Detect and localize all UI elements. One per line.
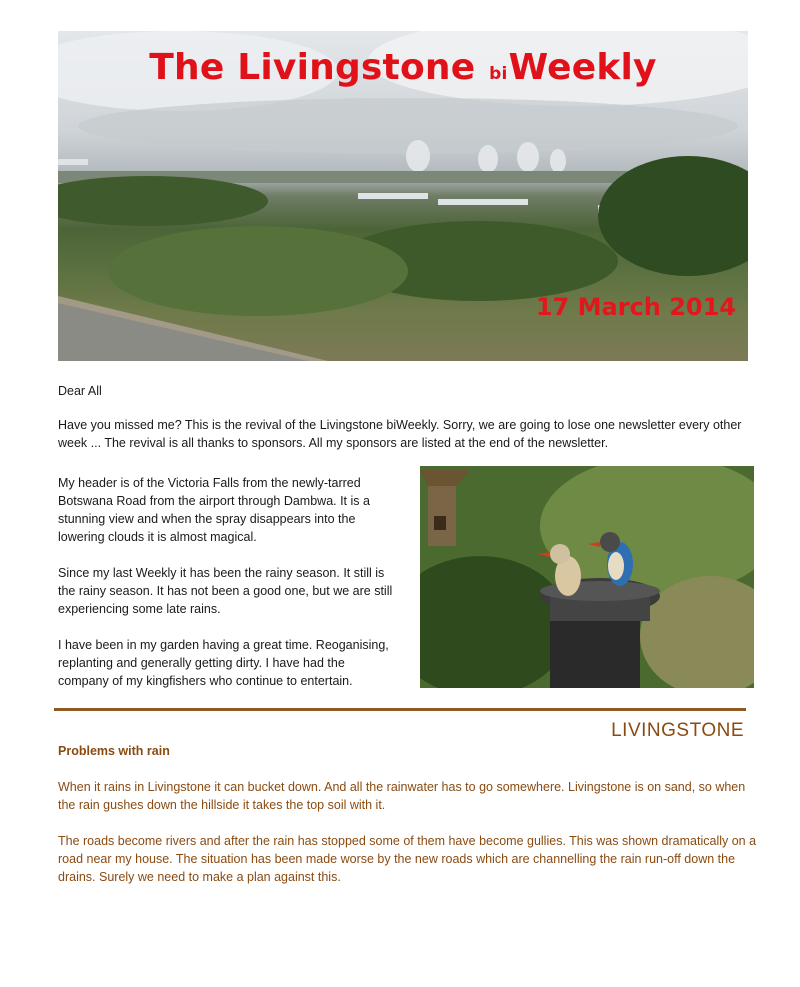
title-main: The Livingstone — [149, 47, 476, 88]
paragraph-garden: I have been in my garden having a great time. Reoganising, replanting and generally getting dirty. I have had the company of my kingfishers who continue to entertain. — [58, 638, 389, 688]
section-divider — [54, 708, 746, 711]
title-bi: bi — [489, 64, 508, 84]
header-photo — [58, 31, 748, 361]
paragraph-header-description: My header is of the Victoria Falls from the newly-tarred Botswana Road from the airport through Dambwa. It is a stunning view and when the spray disappears into the lowering clouds it is almost magical. — [58, 476, 370, 544]
issue-date: 17 March 2014 — [535, 293, 736, 321]
kingfishers-photo — [420, 466, 754, 688]
kingfishers-illustration — [420, 466, 754, 688]
greeting: Dear All — [58, 384, 102, 398]
newsletter-title — [58, 47, 748, 88]
paragraph-rain-livingstone: When it rains in Livingstone it can bucket down. And all the rainwater has to go somewhere. Livingstone is on sand, so when the rain gushes down the hillside it takes the top soil with it. — [58, 780, 746, 812]
section-subheading: Problems with rain — [58, 744, 170, 758]
intro-paragraph: Have you missed me? This is the revival of the Livingstone biWeekly. Sorry, we are going to lose one newsletter every other week ... The revival is all thanks to sponsors. All my sponsors are listed at the end of the newsletter. — [58, 418, 742, 450]
paragraph-rainy-season: Since my last Weekly it has been the rainy season. It still is the rainy season. It has not been a good one, but we are still experiencing some late rains. — [58, 566, 393, 616]
letter-column — [58, 474, 398, 708]
paragraph-roads-rivers: The roads become rivers and after the rain has stopped some of them have become gullies. This was shown dramatically on a road near my house. The situation has been made worse by the new roads which are channelling the rain run-off down the drains. Surely we need to make a plan against this. — [58, 834, 757, 884]
title-end: Weekly — [508, 47, 657, 88]
section-heading: LIVINGSTONE — [611, 720, 744, 741]
